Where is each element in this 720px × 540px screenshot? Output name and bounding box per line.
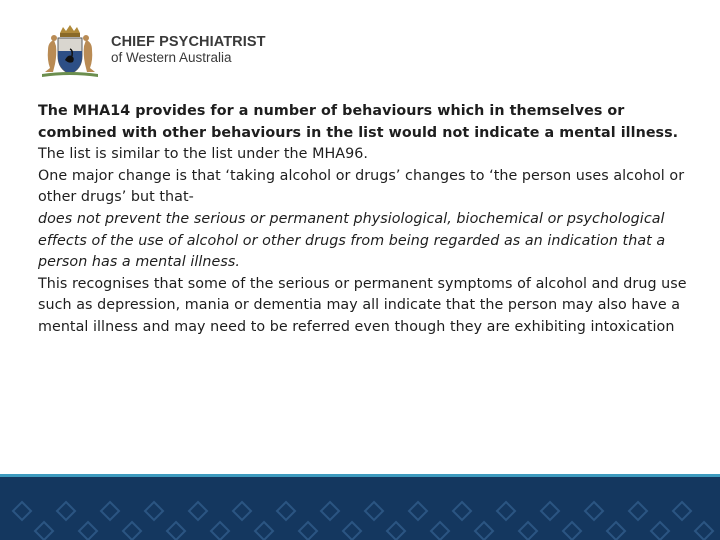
footer-diamond-mark — [409, 502, 427, 520]
paragraph-quoted-provision: does not prevent the serious or permanent physiological, biochemical or psychological effects of the use of alcohol or other drugs from being regarded as an indication that a person has a mental illness. — [38, 210, 666, 271]
footer-diamond-mark — [607, 522, 625, 540]
paragraph-intro: The MHA14 provides for a number of behaviours which in themselves or combined with other behaviours in the list would not indicate a mental illness. — [38, 103, 679, 141]
footer-diamond-mark — [343, 522, 361, 540]
footer-diamond-mark — [651, 522, 669, 540]
footer-diamond-mark — [629, 502, 647, 520]
footer-diamond-mark — [563, 522, 581, 540]
footer-pattern — [0, 477, 720, 540]
footer-diamond-mark — [673, 502, 691, 520]
footer-diamond-mark — [57, 502, 75, 520]
organization-title: CHIEF PSYCHIATRIST — [111, 34, 266, 50]
paragraph-similarity: The list is similar to the list under the MHA96. — [38, 146, 368, 163]
footer-diamond-mark — [475, 522, 493, 540]
footer-diamond-mark — [35, 522, 53, 540]
footer-diamond-mark — [233, 502, 251, 520]
footer-diamond-mark — [453, 502, 471, 520]
footer-diamond-mark — [299, 522, 317, 540]
organization-subtitle: of Western Australia — [111, 49, 232, 65]
footer-diamond-mark — [431, 522, 449, 540]
footer-diamond-mark — [145, 502, 163, 520]
footer-diamond-mark — [13, 502, 31, 520]
footer-diamond-mark — [211, 522, 229, 540]
footer-diamond-mark — [167, 522, 185, 540]
footer-diamond-mark — [123, 522, 141, 540]
footer-diamond-mark — [101, 502, 119, 520]
slide-body — [38, 101, 688, 339]
footer-diamond-mark — [365, 502, 383, 520]
footer-diamond-mark — [79, 522, 97, 540]
wa-coat-of-arms-icon — [34, 24, 106, 80]
paragraph-recognition: This recognises that some of the serious or permanent symptoms of alcohol and drug use such as depression, mania or dementia may all indicate that the person may also have a mental illness and may need to be referred even though they are exhibiting intoxication — [38, 275, 687, 335]
footer-diamond-mark — [695, 522, 713, 540]
footer-diamond-mark — [519, 522, 537, 540]
footer-diamond-mark — [321, 502, 339, 520]
footer-diamond-mark — [277, 502, 295, 520]
footer-diamond-mark — [497, 502, 515, 520]
footer-diamond-mark — [541, 502, 559, 520]
footer-diamond-mark — [387, 522, 405, 540]
footer-band — [0, 477, 720, 540]
footer-diamond-mark — [255, 522, 273, 540]
footer-diamond-mark — [189, 502, 207, 520]
organization-name — [111, 35, 266, 64]
paragraph-major-change: One major change is that ‘taking alcohol or drugs’ changes to ‘the person uses alcohol or other drugs’ but that- — [38, 167, 685, 206]
footer-diamond-mark — [585, 502, 603, 520]
slide-header — [0, 0, 720, 95]
